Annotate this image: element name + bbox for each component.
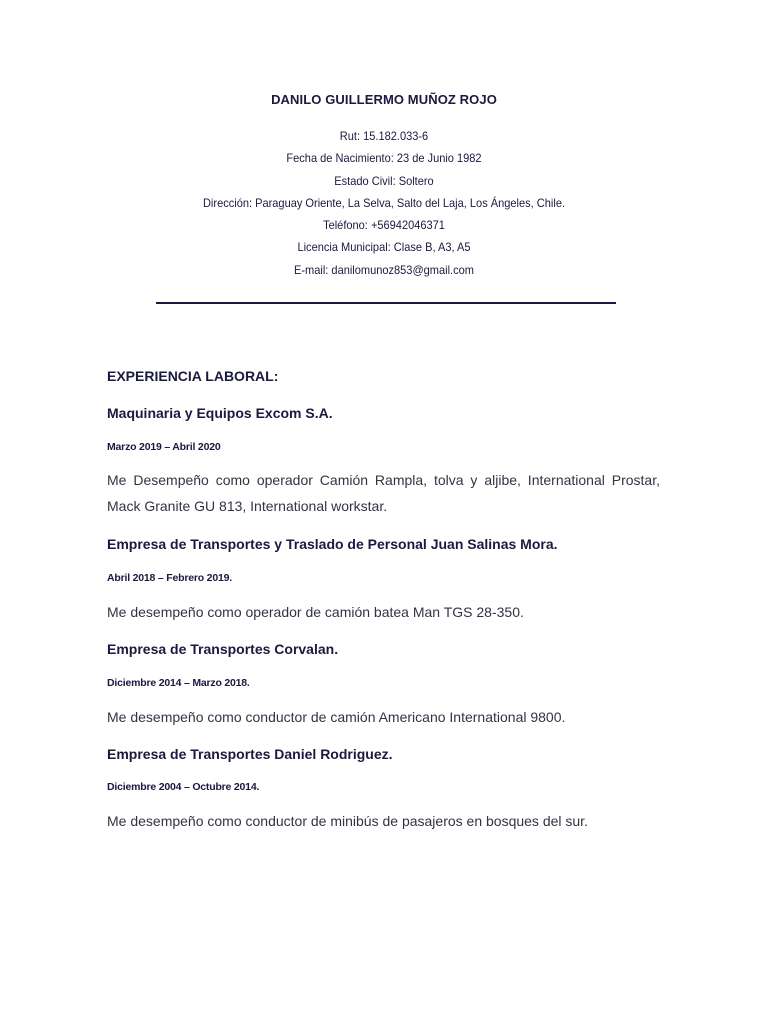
job-description-wrap (107, 599, 660, 625)
job-entry (107, 533, 660, 555)
cv-header (0, 91, 768, 281)
job-dates-wrap (107, 675, 660, 691)
job-description: Me Desempeño como operador Camión Rampla, tolva y aljibe, International Prostar, Mack Granite GU 813, International workstar. (107, 472, 660, 514)
job-dates-wrap (107, 570, 660, 586)
header-divider (156, 302, 616, 304)
job-entry (107, 638, 660, 660)
contact-details (0, 125, 768, 281)
rut-line: Rut: 15.182.033-6 (339, 129, 429, 143)
experience-title: EXPERIENCIA LABORAL: (107, 368, 279, 384)
job-company: Maquinaria y Equipos Excom S.A. (107, 405, 333, 421)
civil-status-line: Estado Civil: Soltero (334, 173, 434, 188)
birth-date-line: Fecha de Nacimiento: 23 de Junio 1982 (286, 151, 482, 166)
job-description: Me desempeño como conductor de camión Americano International 9800. (107, 709, 566, 725)
job-dates: Marzo 2019 – Abril 2020 (107, 441, 221, 453)
job-entry (107, 402, 660, 424)
job-description-wrap (107, 808, 660, 834)
license-line: Licencia Municipal: Clase B, A3, A5 (297, 240, 471, 255)
job-company: Empresa de Transportes Daniel Rodriguez. (107, 746, 393, 762)
job-dates-wrap (107, 439, 660, 455)
candidate-name: DANILO GUILLERMO MUÑOZ ROJO (271, 92, 497, 107)
job-description-wrap (107, 467, 660, 519)
job-description-wrap (107, 704, 660, 730)
job-entry (107, 743, 660, 765)
job-dates: Diciembre 2004 – Octubre 2014. (107, 781, 260, 793)
address-line: Dirección: Paraguay Oriente, La Selva, Salto del Laja, Los Ángeles, Chile. (202, 195, 566, 210)
job-company: Empresa de Transportes Corvalan. (107, 641, 339, 657)
job-dates: Abril 2018 – Febrero 2019. (107, 572, 232, 584)
job-dates-wrap (107, 779, 660, 795)
job-description: Me desempeño como operador de camión batea Man TGS 28-350. (107, 604, 524, 620)
job-company: Empresa de Transportes y Traslado de Personal Juan Salinas Mora. (107, 536, 558, 552)
email-line: E-mail: danilomunoz853@gmail.com (294, 262, 474, 277)
phone-line: Teléfono: +56942046371 (323, 218, 445, 233)
job-description: Me desempeño como conductor de minibús de pasajeros en bosques del sur. (107, 813, 588, 829)
job-dates: Diciembre 2014 – Marzo 2018. (107, 677, 250, 689)
